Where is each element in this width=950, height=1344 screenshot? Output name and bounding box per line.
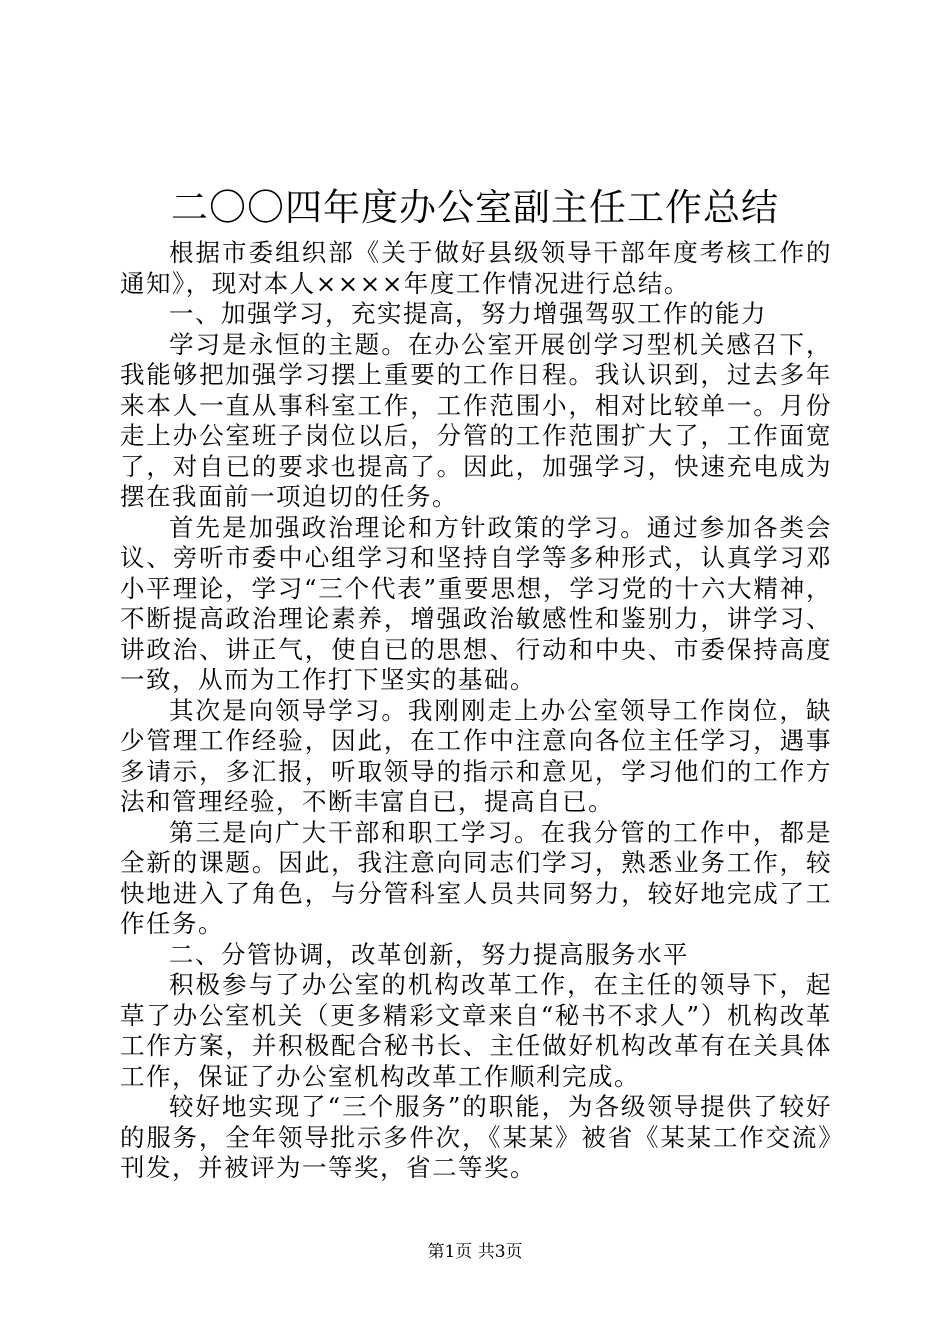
document-body <box>120 238 832 1184</box>
section-heading-1: 一、加强学习，充实提高，努力增强驾驭工作的能力 <box>169 299 767 328</box>
paragraph: 其次是向领导学习。我刚刚走上办公室领导工作岗位，缺少管理工作经验，因此，在工作中注意向各位主任学习，遇事多请示，多汇报，听取领导的指示和意见，学习他们的工作方法和管理经验，不断丰富自已，提高自已。 <box>120 695 832 816</box>
section-heading-2: 二、分管协调，改革创新，努力提高服务水平 <box>169 939 689 969</box>
paragraph: 积极参与了办公室的机构改革工作，在主任的领导下，起草了办公室机关（更多精彩文章来自“秘书不求人”）机构改革工作方案，并积极配合秘书长、主任做好机构改革有在关具体工作，保证了办公室机构改革工作顺利完成。 <box>120 970 832 1091</box>
page-number-footer: 第1页 共3页 <box>427 1242 523 1262</box>
paragraph: 学习是永恒的主题。在办公室开展创学习型机关感召下，我能够把加强学习摆上重要的工作日程。我认识到，过去多年来本人一直从事科室工作，工作范围小，相对比较单一。月份走上办公室班子岗位以后，分管的工作范围扩大了，工作面宽了，对自已的要求也提高了。因此，加强学习，快速充电成为摆在我面前一项迫切的任务。 <box>120 329 832 511</box>
paragraph: 首先是加强政治理论和方针政策的学习。通过参加各类会议、旁听市委中心组学习和坚持自学等多种形式，认真学习邓小平理论，学习“三个代表”重要思想，学习党的十六大精神，不断提高政治理论素养，增强政治敏感性和鉴别力，讲学习、讲政治、讲正气，使自已的思想、行动和中央、市委保持高度一致，从而为工作打下坚实的基础。 <box>120 512 832 694</box>
document-title: 二〇〇四年度办公室副主任工作总结 <box>171 186 779 229</box>
paragraph-intro: 根据市委组织部《关于做好县级领导干部年度考核工作的通知》，现对本人××××年度工作情况进行总结。 <box>120 238 832 298</box>
paragraph: 较好地实现了“三个服务”的职能，为各级领导提供了较好的服务，全年领导批示多件次，《某某》被省《某某工作交流》刊发，并被评为一等奖，省二等奖。 <box>120 1092 832 1182</box>
paragraph: 第三是向广大干部和职工学习。在我分管的工作中，都是全新的课题。因此，我注意向同志们学习，熟悉业务工作，较快地进入了角色，与分管科室人员共同努力，较好地完成了工作任务。 <box>120 817 832 938</box>
